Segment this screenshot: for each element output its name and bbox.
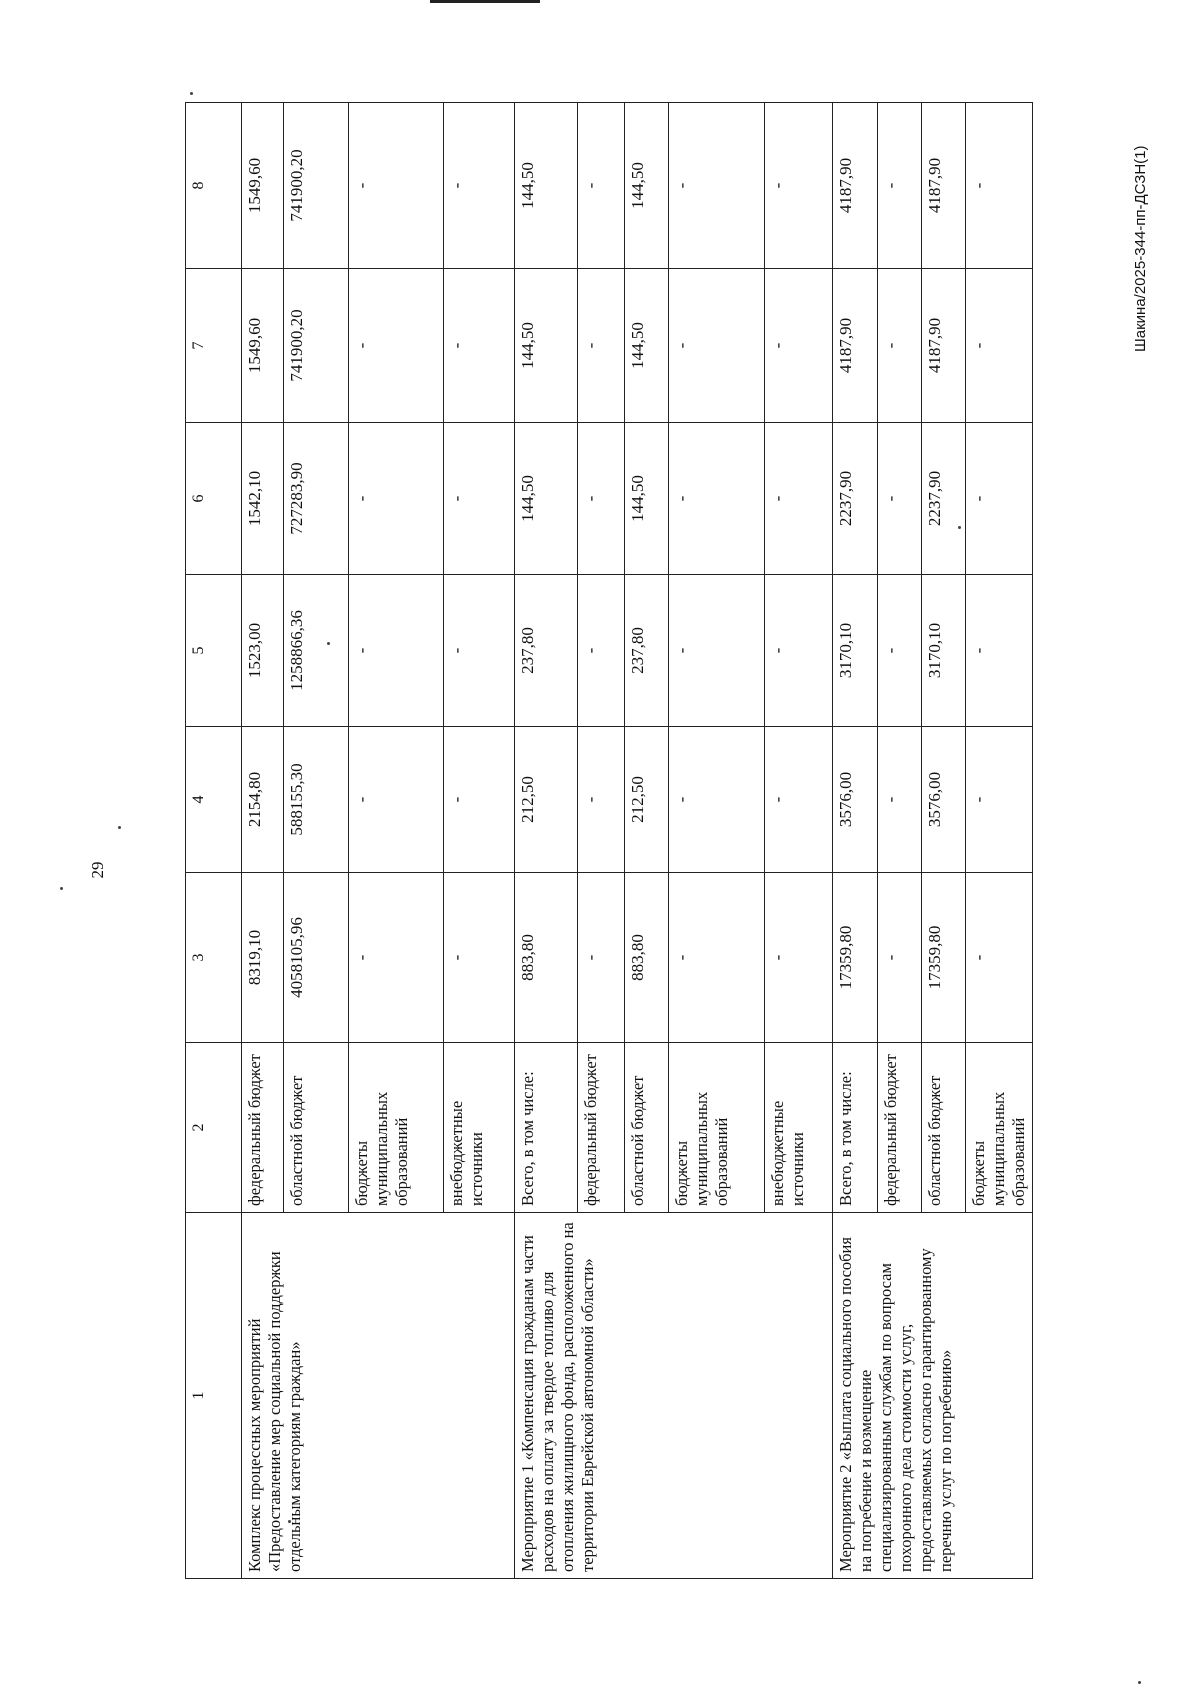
funding-source-cell: внебюджетные источники: [444, 1043, 515, 1213]
value-cell: 17359,80: [833, 873, 878, 1043]
document-code: Шакина/2025-344-пп-ДСЗН(1): [1132, 145, 1149, 352]
value-cell: -: [966, 873, 1033, 1043]
measure-title-cell: Мероприятие 1 «Компенсация гражданам части расходов на оплату за твердое топливо для отопления жилищного фонда, расположенного на территории Еврейской автономной области»: [515, 1213, 833, 1579]
value-cell: 212,50: [625, 727, 669, 873]
value-cell: 237,80: [625, 575, 669, 727]
value-cell: -: [349, 103, 444, 269]
value-cell: -: [578, 727, 625, 873]
header-cell: 5: [186, 575, 242, 727]
value-cell: 212,50: [515, 727, 578, 873]
value-cell: -: [765, 727, 833, 873]
value-cell: -: [966, 727, 1033, 873]
value-cell: 144,50: [625, 423, 669, 575]
value-cell: -: [578, 575, 625, 727]
value-cell: -: [765, 423, 833, 575]
value-cell: 4187,90: [922, 103, 966, 269]
table-row: [515, 103, 578, 1579]
funding-source-cell: федеральный бюджет: [878, 1043, 922, 1213]
value-cell: -: [349, 423, 444, 575]
value-cell: 144,50: [625, 269, 669, 423]
funding-source-cell: Всего, в том числе:: [515, 1043, 578, 1213]
value-cell: 1549,60: [242, 269, 284, 423]
value-cell: 727283,90: [284, 423, 349, 575]
value-cell: -: [669, 103, 765, 269]
value-cell: -: [878, 727, 922, 873]
header-cell: 7: [186, 269, 242, 423]
scan-speck: [118, 826, 121, 829]
funding-source-cell: бюджеты муниципальных образований: [966, 1043, 1033, 1213]
value-cell: -: [966, 423, 1033, 575]
funding-source-cell: бюджеты муниципальных образований: [669, 1043, 765, 1213]
value-cell: 3576,00: [833, 727, 878, 873]
value-cell: -: [669, 575, 765, 727]
scan-speck: [60, 887, 63, 890]
value-cell: 17359,80: [922, 873, 966, 1043]
funding-source-cell: областной бюджет: [284, 1043, 349, 1213]
value-cell: 1542,10: [242, 423, 284, 575]
value-cell: 144,50: [515, 423, 578, 575]
funding-source-cell: областной бюджет: [625, 1043, 669, 1213]
value-cell: 144,50: [625, 103, 669, 269]
header-row: [186, 103, 242, 1579]
value-cell: 144,50: [515, 269, 578, 423]
value-cell: 4058105,96: [284, 873, 349, 1043]
value-cell: 144,50: [515, 103, 578, 269]
funding-table-rotated: [185, 103, 1028, 1579]
value-cell: 4187,90: [833, 103, 878, 269]
value-cell: 3170,10: [833, 575, 878, 727]
value-cell: -: [444, 103, 515, 269]
value-cell: 237,80: [515, 575, 578, 727]
header-cell: 3: [186, 873, 242, 1043]
funding-source-cell: областной бюджет: [922, 1043, 966, 1213]
value-cell: -: [966, 575, 1033, 727]
measure-title-cell: Комплекс процессных мероприятий «Предоставление мер социальной поддержки отдельным категориям граждан»: [242, 1213, 515, 1579]
value-cell: -: [444, 727, 515, 873]
header-cell: 4: [186, 727, 242, 873]
funding-source-cell: Всего, в том числе:: [833, 1043, 878, 1213]
value-cell: 1523,00: [242, 575, 284, 727]
scan-speck: [1138, 1681, 1141, 1684]
value-cell: -: [878, 269, 922, 423]
funding-source-cell: федеральный бюджет: [578, 1043, 625, 1213]
value-cell: -: [444, 575, 515, 727]
value-cell: -: [669, 873, 765, 1043]
scan-speck: [190, 92, 193, 95]
value-cell: -: [349, 269, 444, 423]
table-row: [833, 103, 878, 1579]
funding-source-cell: бюджеты муниципальных образований: [349, 1043, 444, 1213]
value-cell: -: [578, 423, 625, 575]
value-cell: 8319,10: [242, 873, 284, 1043]
value-cell: -: [349, 873, 444, 1043]
value-cell: -: [669, 269, 765, 423]
value-cell: 2237,90: [833, 423, 878, 575]
value-cell: -: [765, 873, 833, 1043]
table-row: [242, 103, 284, 1579]
measure-title-cell: Мероприятие 2 «Выплата социального пособия на погребение и возмещение специализированным службам по вопросам похоронного дела стоимости услуг, предоставляемых согласно гарантированному перечню услуг по погребению»: [833, 1213, 1033, 1579]
value-cell: 883,80: [625, 873, 669, 1043]
value-cell: -: [765, 103, 833, 269]
value-cell: 588155,30: [284, 727, 349, 873]
value-cell: 1258866,36: [284, 575, 349, 727]
funding-source-cell: внебюджетные источники: [765, 1043, 833, 1213]
value-cell: -: [349, 727, 444, 873]
value-cell: -: [444, 873, 515, 1043]
value-cell: -: [669, 423, 765, 575]
value-cell: 741900,20: [284, 269, 349, 423]
value-cell: 4187,90: [922, 269, 966, 423]
value-cell: -: [765, 269, 833, 423]
value-cell: -: [878, 103, 922, 269]
value-cell: 1549,60: [242, 103, 284, 269]
value-cell: -: [966, 103, 1033, 269]
value-cell: -: [966, 269, 1033, 423]
value-cell: -: [578, 103, 625, 269]
value-cell: 3170,10: [922, 575, 966, 727]
top-scan-rule: [430, 0, 540, 3]
value-cell: -: [444, 269, 515, 423]
value-cell: -: [578, 269, 625, 423]
value-cell: 883,80: [515, 873, 578, 1043]
value-cell: -: [444, 423, 515, 575]
header-cell: 6: [186, 423, 242, 575]
value-cell: 3576,00: [922, 727, 966, 873]
value-cell: 4187,90: [833, 269, 878, 423]
value-cell: 2154,80: [242, 727, 284, 873]
value-cell: -: [878, 423, 922, 575]
value-cell: -: [578, 873, 625, 1043]
page-number: 29: [88, 861, 107, 879]
value-cell: 2237,90: [922, 423, 966, 575]
header-cell: 8: [186, 103, 242, 269]
value-cell: -: [349, 575, 444, 727]
value-cell: 741900,20: [284, 103, 349, 269]
value-cell: -: [669, 727, 765, 873]
header-cell: 1: [186, 1213, 242, 1579]
funding-source-cell: федеральный бюджет: [242, 1043, 284, 1213]
header-cell: 2: [186, 1043, 242, 1213]
value-cell: -: [878, 575, 922, 727]
funding-table: [185, 102, 1033, 1579]
value-cell: -: [878, 873, 922, 1043]
value-cell: -: [765, 575, 833, 727]
